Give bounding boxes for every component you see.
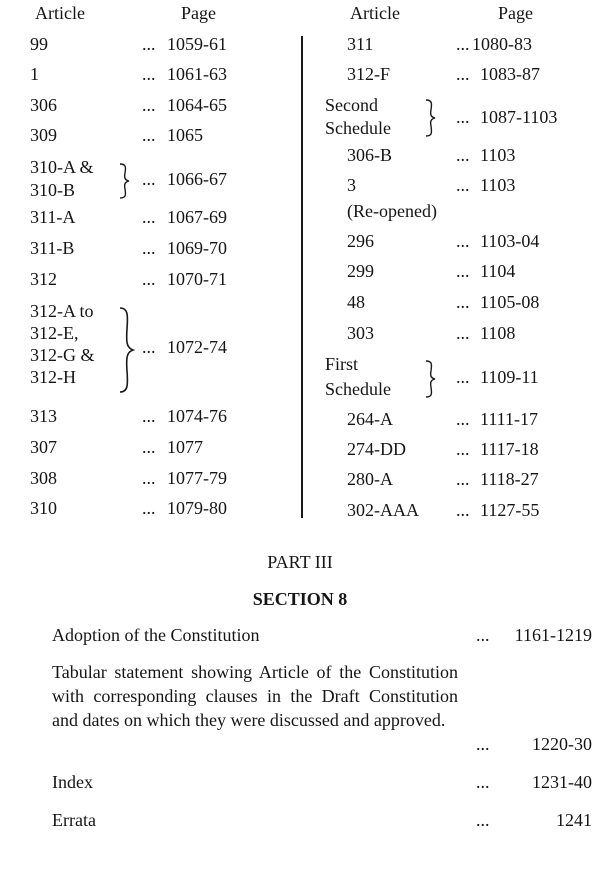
article-number: 280-A — [347, 469, 393, 489]
article-number: 302-AAA — [347, 500, 419, 520]
page-range: 1118-27 — [480, 469, 539, 489]
leader-dots: ... — [142, 406, 156, 426]
article-number: 311 — [347, 34, 374, 54]
leader-dots: ... — [456, 323, 470, 343]
column-divider — [301, 36, 303, 518]
leader-dots: ... — [142, 238, 156, 258]
page-range: 1077 — [167, 437, 203, 457]
page-range: 1109-11 — [480, 367, 539, 387]
leader-dots: ... — [456, 261, 470, 281]
page-range: 1083-87 — [480, 64, 540, 84]
leader-dots: ... — [142, 125, 156, 145]
leader-dots: ... — [456, 107, 470, 127]
leader-dots: ... — [142, 468, 156, 488]
page-range: 1108 — [480, 323, 516, 343]
page-range: 1080-83 — [472, 34, 532, 54]
leader-dots: ... — [456, 64, 470, 84]
page-range: 1072-74 — [167, 337, 227, 357]
entry-text: Adoption of the Constitution — [52, 625, 260, 645]
article-number: Second — [325, 95, 378, 115]
right-brace-icon — [424, 99, 436, 137]
entry-pages: 1241 — [556, 810, 592, 830]
leader-dots: ... — [476, 625, 490, 645]
leader-dots: ... — [142, 169, 156, 189]
article-number: 313 — [30, 406, 57, 426]
article-number: Schedule — [325, 379, 391, 399]
leader-dots: ... — [456, 469, 470, 489]
article-number: 312-A to — [30, 301, 94, 321]
page-range: 1127-55 — [480, 500, 540, 520]
entry-pages: 1161-1219 — [514, 625, 592, 645]
article-number: 274-DD — [347, 439, 406, 459]
article-number: 296 — [347, 231, 374, 251]
page-range: 1070-71 — [167, 269, 227, 289]
article-number: 312 — [30, 269, 57, 289]
article-number: 99 — [30, 34, 48, 54]
article-number: 299 — [347, 261, 374, 281]
right-brace-icon — [424, 360, 436, 398]
article-number: (Re-opened) — [347, 201, 437, 221]
article-number: 309 — [30, 125, 57, 145]
leader-dots: ... — [456, 500, 470, 520]
entry-pages: 1220-30 — [532, 734, 592, 754]
page-range: 1103 — [480, 145, 516, 165]
entry-pages: 1231-40 — [532, 772, 592, 792]
leader-dots: ... — [476, 772, 490, 792]
leader-dots: ... — [456, 175, 470, 195]
leader-dots: ... — [456, 439, 470, 459]
leader-dots: ... — [142, 95, 156, 115]
leader-dots: ... — [456, 34, 470, 54]
article-number: 312-F — [347, 64, 391, 84]
entry-text: Errata — [52, 810, 96, 830]
article-number: 310-A & — [30, 157, 94, 177]
article-number: 306-B — [347, 145, 392, 165]
page-range: 1087-1103 — [480, 107, 558, 127]
entry-text: Index — [52, 772, 93, 792]
page-range: 1103-04 — [480, 231, 540, 251]
page-range: 1066-67 — [167, 169, 227, 189]
leader-dots: ... — [456, 292, 470, 312]
leader-dots: ... — [142, 269, 156, 289]
leader-dots: ... — [456, 145, 470, 165]
article-number: 3 — [347, 175, 356, 195]
right-brace-icon — [118, 307, 134, 393]
article-number: 48 — [347, 292, 365, 312]
right-page-heading: Page — [498, 3, 533, 23]
article-number: 310-B — [30, 180, 75, 200]
right-brace-icon — [118, 163, 130, 199]
leader-dots: ... — [476, 734, 490, 754]
article-number: 311-B — [30, 238, 75, 258]
article-number: 312-H — [30, 367, 76, 387]
page-range: 1067-69 — [167, 207, 227, 227]
article-number: 303 — [347, 323, 374, 343]
page-range: 1117-18 — [480, 439, 539, 459]
section-heading: SECTION 8 — [252, 589, 348, 609]
leader-dots: ... — [142, 207, 156, 227]
leader-dots: ... — [456, 367, 470, 387]
article-number: 1 — [30, 64, 39, 84]
left-article-heading: Article — [35, 3, 85, 23]
page-range: 1105-08 — [480, 292, 540, 312]
article-number: 306 — [30, 95, 57, 115]
left-page-heading: Page — [181, 3, 216, 23]
leader-dots: ... — [476, 810, 490, 830]
article-number: First — [325, 354, 359, 374]
page-range: 1061-63 — [167, 64, 227, 84]
article-number: 308 — [30, 468, 57, 488]
page-range: 1074-76 — [167, 406, 227, 426]
page-range: 1079-80 — [167, 498, 227, 518]
article-number: 310 — [30, 498, 57, 518]
leader-dots: ... — [142, 498, 156, 518]
entry-text: Tabular statement showing Article of the Constitution with corresponding clauses in the Draft Constitution and dates on which they were discussed and approved. — [52, 662, 458, 730]
leader-dots: ... — [456, 231, 470, 251]
leader-dots: ... — [142, 64, 156, 84]
page-range: 1103 — [480, 175, 516, 195]
article-number: 312-E, — [30, 323, 79, 343]
leader-dots: ... — [142, 34, 156, 54]
part-heading: PART III — [267, 552, 333, 572]
article-number: 264-A — [347, 409, 393, 429]
page-range: 1104 — [480, 261, 516, 281]
leader-dots: ... — [142, 437, 156, 457]
article-number: 312-G & — [30, 345, 95, 365]
page-range: 1069-70 — [167, 238, 227, 258]
page-range: 1065 — [167, 125, 203, 145]
page-range: 1077-79 — [167, 468, 227, 488]
article-number: 311-A — [30, 207, 76, 227]
right-article-heading: Article — [350, 3, 400, 23]
article-number: 307 — [30, 437, 57, 457]
article-number: Schedule — [325, 118, 391, 138]
page-range: 1064-65 — [167, 95, 227, 115]
leader-dots: ... — [142, 337, 156, 357]
page-range: 1059-61 — [167, 34, 227, 54]
leader-dots: ... — [456, 409, 470, 429]
page-range: 1111-17 — [480, 409, 538, 429]
